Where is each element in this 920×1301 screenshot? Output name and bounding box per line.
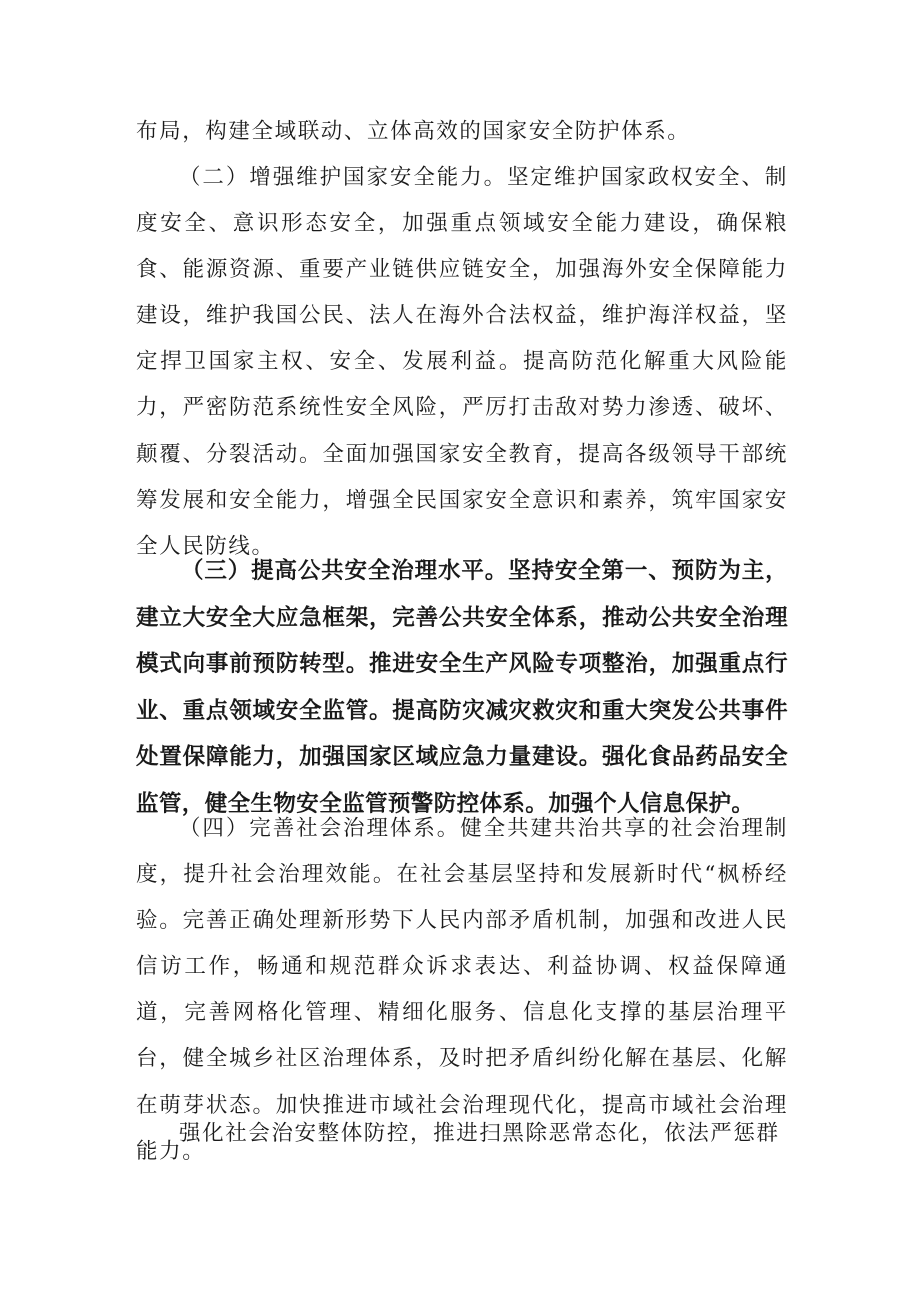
paragraph-continuation: 布局，构建全域联动、立体高效的国家安全防护体系。 — [136, 119, 691, 144]
paragraph-section-3: （三）提高公共安全治理水平。坚持安全第一、预防为主，建立大安全大应急框架，完善公共安全体系，推动公共安全治理模式向事前预防转型。推进安全生产风险专项整治，加强重点行业、重点领域安全监管。提高防灾减灾救灾和重大突发公共事件处置保障能力，加强国家区域应急力量建设。强化食品药品安全监管，健全生物安全监管预警防控体系。加强个人信息保护。 — [136, 558, 788, 817]
paragraph-public-order: 强化社会治安整体防控，推进扫黑除恶常态化，依法严惩群 — [179, 1121, 780, 1146]
paragraph-section-2: （二）增强维护国家安全能力。坚定维护国家政权安全、制度安全、意识形态安全，加强重点领域安全能力建设，确保粮食、能源资源、重要产业链供应链安全，加强海外安全保障能力建设，维护我国公民、法人在海外合法权益，维护海洋权益，坚定捍卫国家主权、安全、发展利益。提高防范化解重大风险能力，严密防范系统性安全风险，严厉打击敌对势力渗透、破坏、颠覆、分裂活动。全面加强国家安全教育，提高各级领导干部统筹发展和安全能力，增强全民国家安全意识和素养，筑牢国家安全人民防线。 — [136, 165, 788, 559]
paragraph-section-4: （四）完善社会治理体系。健全共建共治共享的社会治理制度，提升社会治理效能。在社会基层坚持和发展新时代“枫桥经验。完善正确处理新形势下人民内部矛盾机制，加强和改进人民信访工作，畅通和规范群众诉求表达、利益协调、权益保障通道，完善网格化管理、精细化服务、信息化支撑的基层治理平台，健全城乡社区治理体系，及时把矛盾纠纷化解在基层、化解在萌芽状态。加快推进市域社会治理现代化，提高市域社会治理能力。 — [136, 816, 788, 1164]
